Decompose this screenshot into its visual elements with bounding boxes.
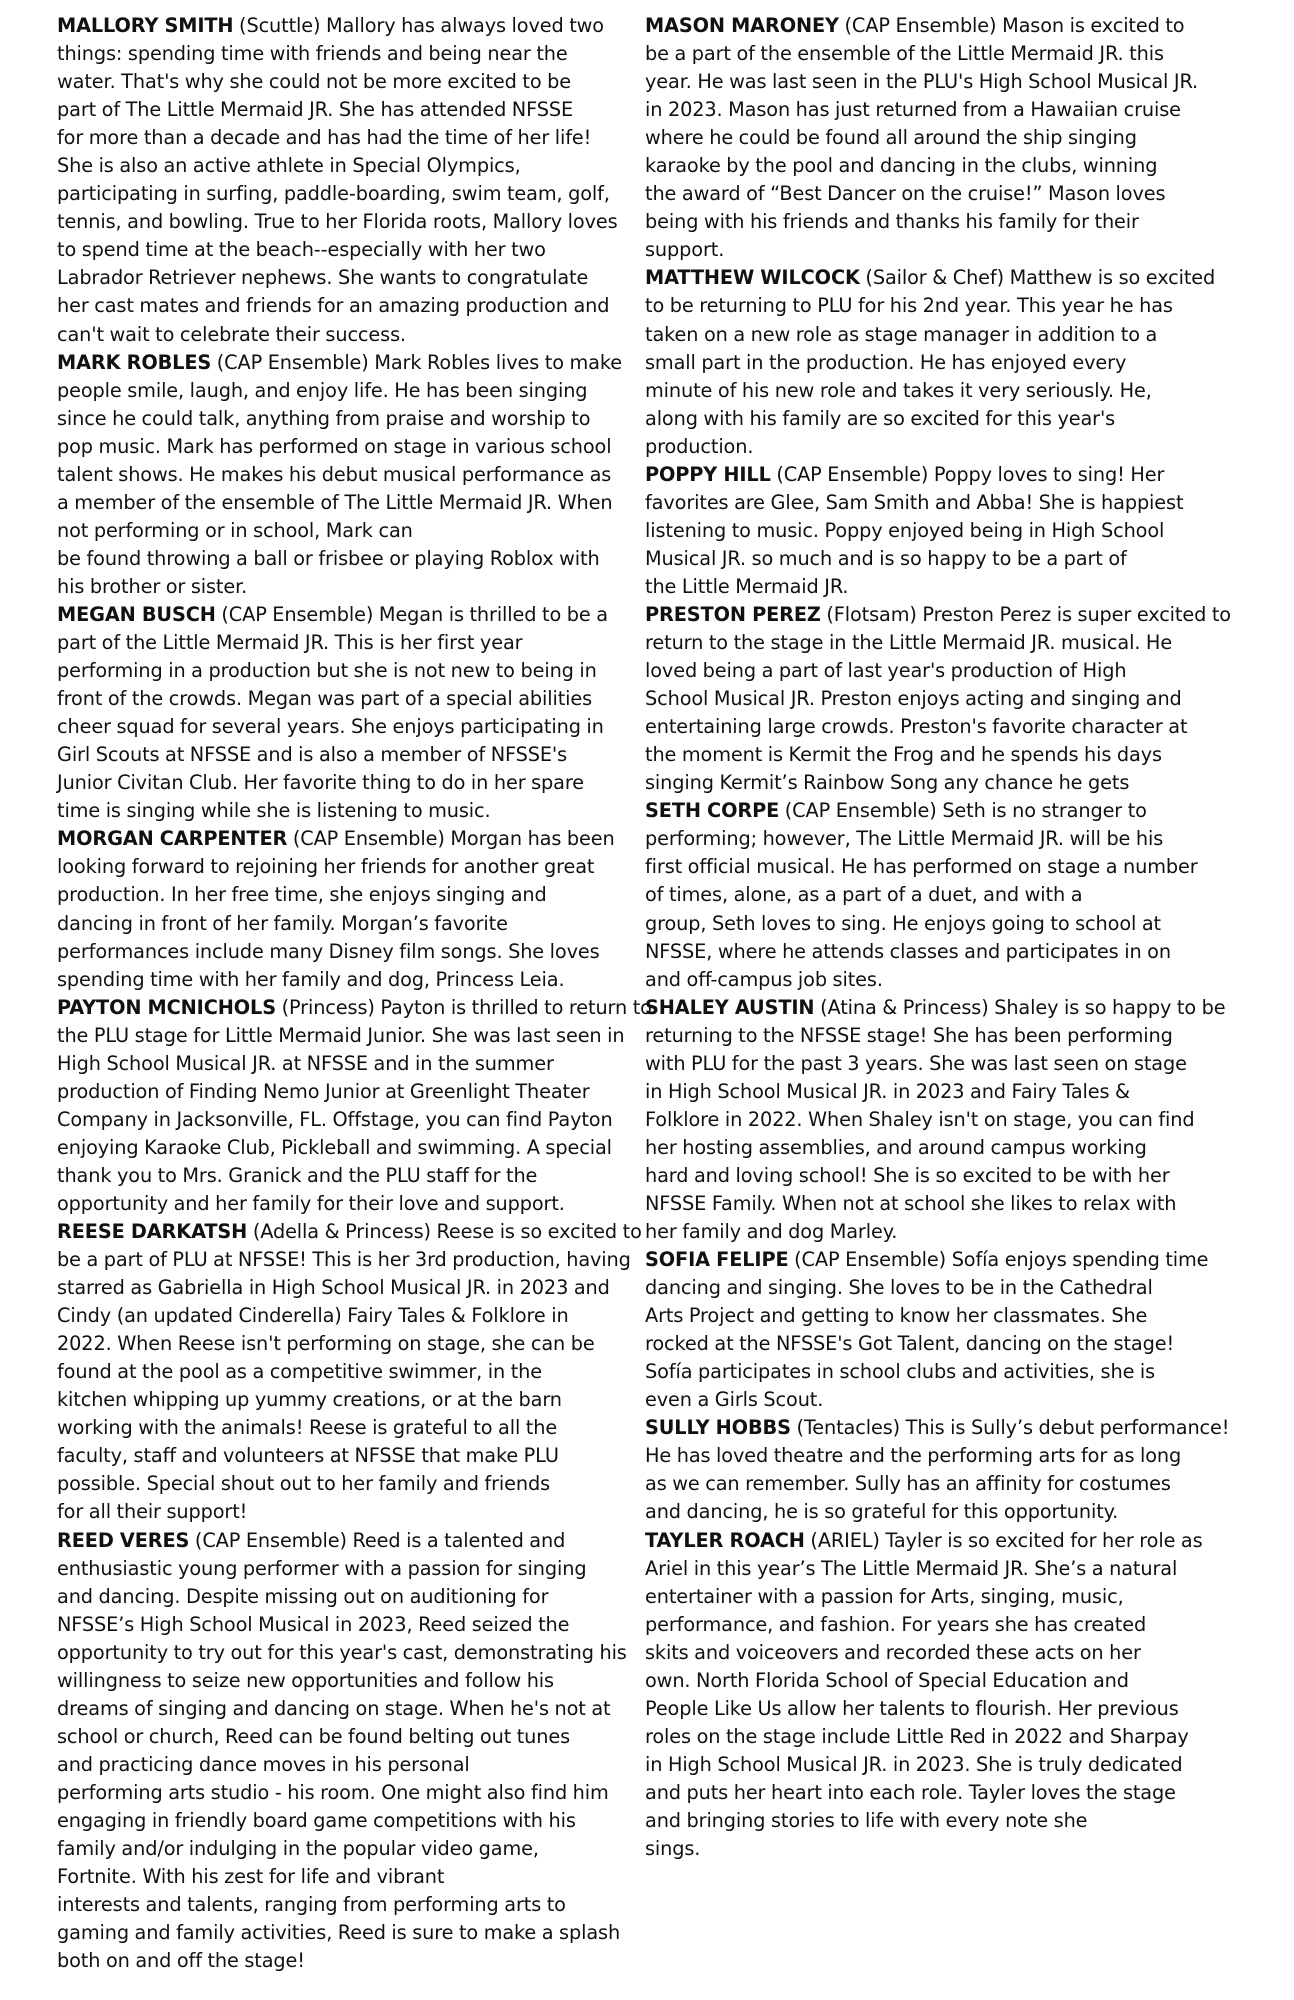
bio-text: Seth is no stranger to — [942, 799, 1147, 823]
bio-text: Preston Perez is super excited to — [922, 602, 1231, 626]
cast-member-role: (CAP Ensemble) — [221, 602, 374, 626]
bio-text: Reed is a talented and — [352, 1528, 566, 1552]
bio-line: of times, alone, as a part of a duet, and with a — [645, 883, 1083, 907]
bio-line: to be returning to PLU for his 2nd year. This year he has — [645, 294, 1173, 318]
bio-text: Reese is so excited to — [436, 1220, 642, 1244]
bio-line: to spend time at the beach--especially with her two — [57, 238, 546, 262]
cast-member-name: PAYTON MCNICHOLS — [57, 995, 276, 1019]
bio-line: tennis, and bowling. True to her Florida roots, Mallory loves — [57, 210, 618, 234]
cast-member-name: SHALEY AUSTIN — [645, 995, 815, 1019]
cast-member-role: (CAP Ensemble) — [292, 827, 445, 851]
bio-line: first official musical. He has performed on stage a number — [645, 855, 1198, 879]
bio-line — [645, 994, 1226, 1022]
bio-line: performance, and fashion. For years she has created — [645, 1612, 1147, 1636]
bio-line: kitchen whipping up yummy creations, or at the barn — [57, 1388, 562, 1412]
bio-line: her hosting assemblies, and around campus working — [645, 1135, 1147, 1159]
bio-line: Labrador Retriever nephews. She wants to congratulate — [57, 266, 589, 290]
bio-line: family and/or indulging in the popular video game, — [57, 1837, 539, 1861]
bio-line: part of The Little Mermaid JR. She has attended NFSSE — [57, 98, 574, 122]
cast-bio — [645, 461, 1217, 601]
bio-line: Junior Civitan Club. Her favorite thing to do in her spare — [57, 771, 584, 795]
bio-line: part of the Little Mermaid JR. This is her first year — [57, 631, 523, 655]
bio-line: as we can remember. Sully has an affinity for costumes — [645, 1472, 1171, 1496]
cast-bio — [57, 1527, 629, 1976]
bio-line: the PLU stage for Little Mermaid Junior. She was last seen in — [57, 1023, 625, 1047]
cast-member-role: (CAP Ensemble) — [794, 1248, 947, 1272]
bio-line: He has loved theatre and the performing arts for as long — [645, 1444, 1182, 1468]
bio-line: taken on a new role as stage manager in addition to a — [645, 322, 1158, 346]
bio-line — [645, 461, 1217, 489]
cast-member-role: (CAP Ensemble) — [216, 350, 369, 374]
bio-line: Fortnite. With his zest for life and vibrant — [57, 1865, 445, 1889]
bio-line: people smile, laugh, and enjoy life. He has been singing — [57, 378, 588, 402]
cast-bio — [57, 601, 629, 825]
bio-line: Cindy (an updated Cinderella) Fairy Tales & Folklore in — [57, 1304, 569, 1328]
cast-bio — [57, 994, 652, 1218]
bio-line: and bringing stories to life with every note she — [645, 1809, 1088, 1832]
bio-line: enthusiastic young performer with a passion for singing — [57, 1556, 587, 1580]
bio-line: and off-campus job sites. — [645, 967, 883, 991]
cast-bio — [645, 994, 1226, 1246]
bio-line: production of Finding Nemo Junior at Greenlight Theater — [57, 1079, 590, 1103]
cast-member-role: (Flotsam) — [826, 602, 917, 626]
bio-line: can't wait to celebrate their success. — [57, 322, 407, 346]
bio-line: roles on the stage include Little Red in 2022 and Sharpay — [645, 1724, 1189, 1748]
bio-line: skits and voiceovers and recorded these acts on her — [645, 1640, 1141, 1664]
cast-bio — [57, 1218, 642, 1527]
cast-bio — [57, 349, 629, 601]
bio-line: dancing in front of her family. Morgan’s favorite — [57, 911, 508, 935]
bio-line: looking forward to rejoining her friends for another great — [57, 855, 595, 879]
bio-line: Arts Project and getting to know her classmates. She — [645, 1304, 1148, 1328]
bio-line: faculty, staff and volunteers at NFSSE that make PLU — [57, 1444, 559, 1468]
bio-text: Shaley is so happy to be — [994, 995, 1226, 1019]
bio-line: own. North Florida School of Special Education and — [645, 1668, 1129, 1692]
cast-member-role: (CAP Ensemble) — [194, 1528, 347, 1552]
bio-line: dreams of singing and dancing on stage. When he's not at — [57, 1696, 611, 1720]
bio-line — [645, 1246, 1217, 1274]
bio-line: rocked at the NFSSE's Got Talent, dancing on the stage! — [645, 1332, 1175, 1356]
bio-line: in 2023. Mason has just returned from a Hawaiian cruise — [645, 98, 1181, 122]
bio-line: Girl Scouts at NFSSE and is also a member of NFSSE's — [57, 743, 568, 767]
bio-line: entertainer with a passion for Arts, singing, music, — [645, 1584, 1124, 1608]
bio-line — [645, 601, 1231, 629]
bio-text: Mallory has always loved two — [326, 14, 604, 37]
cast-bio — [645, 1246, 1217, 1414]
bio-line — [57, 12, 629, 40]
cast-member-role: (Princess) — [281, 995, 375, 1019]
bio-line: willingness to seize new opportunities and follow his — [57, 1668, 554, 1692]
bio-line: be a part of PLU at NFSSE! This is her 3rd production, having — [57, 1248, 631, 1272]
bio-line: the Little Mermaid JR. — [645, 574, 849, 598]
bio-line: and dancing. Despite missing out on auditioning for — [57, 1584, 549, 1608]
cast-bio — [645, 12, 1217, 264]
cast-member-name: TAYLER ROACH — [645, 1528, 805, 1552]
bio-line: returning to the NFSSE stage! She has been performing — [645, 1023, 1173, 1047]
bio-line: thank you to Mrs. Granick and the PLU staff for the — [57, 1163, 538, 1187]
bio-line: support. — [645, 238, 725, 262]
bio-line: opportunity and her family for their love and support. — [57, 1191, 565, 1215]
cast-bio — [645, 1527, 1217, 1864]
bio-line: hard and loving school! She is so excited to be with her — [645, 1163, 1170, 1187]
cast-member-name: SETH CORPE — [645, 799, 780, 823]
bio-line: where he could be found all around the ship singing — [645, 126, 1137, 150]
bio-line: She is also an active athlete in Special Olympics, — [57, 154, 521, 178]
bio-line: things: spending time with friends and being near the — [57, 42, 568, 66]
bio-line: even a Girls Scout. — [645, 1388, 824, 1412]
bio-line: enjoying Karaoke Club, Pickleball and swimming. A special — [57, 1135, 612, 1159]
bio-line: sings. — [645, 1837, 701, 1861]
bio-line: in High School Musical JR. in 2023. She is truly dedicated — [645, 1752, 1183, 1776]
bio-text: Mark Robles lives to make — [374, 350, 622, 374]
bio-line: 2022. When Reese isn't performing on stage, she can be — [57, 1332, 595, 1356]
bio-line: both on and off the stage! — [57, 1949, 305, 1973]
bio-line: possible. Special shout out to her family and friends — [57, 1472, 551, 1496]
bio-line: favorites are Glee, Sam Smith and Abba! She is happiest — [645, 490, 1184, 514]
bio-line: front of the crowds. Megan was part of a special abilities — [57, 687, 593, 711]
bio-text: Morgan has been — [450, 827, 615, 851]
cast-member-name: MORGAN CARPENTER — [57, 827, 288, 851]
bio-line: Folklore in 2022. When Shaley isn't on stage, you can find — [645, 1107, 1195, 1131]
bio-line: be a part of the ensemble of the Little Mermaid JR. this — [645, 42, 1164, 66]
bio-line: with PLU for the past 3 years. She was last seen on stage — [645, 1051, 1187, 1075]
cast-member-role: (Tentacles) — [796, 1416, 901, 1440]
bio-text: Megan is thrilled to be a — [378, 602, 608, 626]
bio-text: Poppy loves to sing! Her — [933, 462, 1165, 486]
bio-line: for more than a decade and has had the time of her life! — [57, 126, 592, 150]
bio-line: NFSSE Family. When not at school she likes to relax with — [645, 1191, 1177, 1215]
bio-line — [645, 797, 1217, 825]
bio-line — [645, 12, 1217, 40]
bio-line: be found throwing a ball or frisbee or playing Roblox with — [57, 546, 600, 570]
bio-line: School Musical JR. Preston enjoys acting and singing and — [645, 687, 1182, 711]
bio-text: Sofía enjoys spending time — [951, 1248, 1209, 1272]
bio-line: a member of the ensemble of The Little Mermaid JR. When — [57, 490, 613, 514]
bio-line: year. He was last seen in the PLU's High School Musical JR. — [645, 70, 1199, 94]
cast-member-role: (CAP Ensemble) — [844, 14, 997, 37]
bio-line: for all their support! — [57, 1500, 248, 1524]
left-column — [57, 12, 652, 1975]
cast-member-name: PRESTON PEREZ — [645, 602, 821, 626]
bio-line: interests and talents, ranging from performing arts to — [57, 1893, 566, 1917]
bio-line: production. — [645, 434, 754, 458]
cast-bio — [57, 12, 629, 349]
bio-line: along with his family are so excited for this year's — [645, 406, 1116, 430]
bio-line: his brother or sister. — [57, 574, 248, 598]
bio-line: spending time with her family and dog, Princess Leia. — [57, 967, 565, 991]
bio-line — [57, 825, 629, 853]
cast-member-name: MARK ROBLES — [57, 350, 212, 374]
bio-line: gaming and family activities, Reed is sure to make a splash — [57, 1921, 621, 1945]
bio-line: in High School Musical JR. in 2023 and Fairy Tales & — [645, 1079, 1130, 1103]
bio-line: dancing and singing. She loves to be in the Cathedral — [645, 1276, 1153, 1300]
bio-line: working with the animals! Reese is grateful to all the — [57, 1416, 558, 1440]
bio-line: not performing or in school, Mark can — [57, 518, 413, 542]
bio-line: the award of “Best Dancer on the cruise!” Mason loves — [645, 182, 1166, 206]
bio-text: Tayler is so excited for her role as — [885, 1528, 1203, 1552]
cast-member-role: (CAP Ensemble) — [776, 462, 929, 486]
bio-line: minute of his new role and takes it very seriously. He, — [645, 378, 1152, 402]
cast-bio — [645, 601, 1231, 797]
bio-line: performances include many Disney film songs. She loves — [57, 939, 600, 963]
bio-line: entertaining large crowds. Preston's favorite character at — [645, 715, 1188, 739]
bio-line: small part in the production. He has enjoyed every — [645, 350, 1127, 374]
bio-line — [57, 1218, 642, 1246]
cast-member-role: (CAP Ensemble) — [784, 799, 937, 823]
cast-member-name: SOFIA FELIPE — [645, 1248, 789, 1272]
cast-member-name: SULLY HOBBS — [645, 1416, 791, 1440]
bio-line: loved being a part of last year's production of High — [645, 659, 1127, 683]
cast-member-role: (Adella & Princess) — [252, 1220, 431, 1244]
bio-line: Company in Jacksonville, FL. Offstage, you can find Payton — [57, 1107, 613, 1131]
bio-line: pop music. Mark has performed on stage in various school — [57, 434, 612, 458]
bio-line: NFSSE, where he attends classes and participates in on — [645, 939, 1171, 963]
bio-line: since he could talk, anything from praise and worship to — [57, 406, 591, 430]
bio-line: production. In her free time, she enjoys singing and — [57, 883, 547, 907]
cast-member-name: MALLORY SMITH — [57, 14, 234, 37]
right-column — [645, 12, 1231, 1863]
cast-member-role: (Sailor & Chef) — [865, 266, 1004, 290]
bio-line: school or church, Reed can be found belting out tunes — [57, 1724, 571, 1748]
bio-line: and puts her heart into each role. Tayler loves the stage — [645, 1780, 1176, 1804]
bio-line: NFSSE’s High School Musical in 2023, Reed seized the — [57, 1612, 570, 1636]
bio-text: Matthew is so excited — [1009, 266, 1216, 290]
bio-line: karaoke by the pool and dancing in the clubs, winning — [645, 154, 1158, 178]
bio-text: This is Sully’s debut performance! — [905, 1416, 1230, 1440]
cast-member-role: (ARIEL) — [810, 1528, 880, 1552]
bio-line — [57, 1527, 629, 1555]
cast-bio — [57, 825, 629, 993]
bio-line — [645, 264, 1217, 292]
bio-line: group, Seth loves to sing. He enjoys going to school at — [645, 911, 1161, 935]
cast-member-role: (Atina & Princess) — [820, 995, 989, 1019]
bio-line: time is singing while she is listening to music. — [57, 799, 491, 823]
bio-line: Musical JR. so much and is so happy to be a part of — [645, 546, 1127, 570]
cast-bio — [645, 797, 1217, 993]
cast-member-name: POPPY HILL — [645, 462, 771, 486]
cast-member-name: MASON MARONEY — [645, 14, 839, 37]
bio-line: Ariel in this year’s The Little Mermaid JR. She’s a natural — [645, 1556, 1178, 1580]
cast-member-name: REED VERES — [57, 1528, 190, 1552]
bio-line: water. That's why she could not be more excited to be — [57, 70, 571, 94]
bio-line: People Like Us allow her talents to flourish. Her previous — [645, 1696, 1179, 1720]
bio-line — [57, 601, 629, 629]
bio-line: the moment is Kermit the Frog and he spends his days — [645, 743, 1162, 767]
bio-line: being with his friends and thanks his family for their — [645, 210, 1139, 234]
bio-line — [57, 994, 652, 1022]
bio-line: listening to music. Poppy enjoyed being in High School — [645, 518, 1165, 542]
bio-text: Payton is thrilled to return to — [380, 995, 652, 1019]
cast-member-role: (Scuttle) — [239, 14, 321, 37]
bio-line: High School Musical JR. at NFSSE and in the summer — [57, 1051, 554, 1075]
cast-member-name: REESE DARKATSH — [57, 1220, 248, 1244]
bio-line: participating in surfing, paddle-boarding, swim team, golf, — [57, 182, 610, 206]
bio-line: and dancing, he is so grateful for this opportunity. — [645, 1500, 1119, 1524]
bio-line: return to the stage in the Little Mermaid JR. musical. He — [645, 631, 1173, 655]
bio-line — [645, 1414, 1230, 1442]
bio-line: Sofía participates in school clubs and activities, she is — [645, 1360, 1156, 1384]
bio-line: starred as Gabriella in High School Musical JR. in 2023 and — [57, 1276, 610, 1300]
bio-line: cheer squad for several years. She enjoys participating in — [57, 715, 604, 739]
bio-line: performing arts studio - his room. One might also find him — [57, 1780, 609, 1804]
bio-line: performing; however, The Little Mermaid JR. will be his — [645, 827, 1164, 851]
cast-bio — [645, 264, 1217, 460]
bio-text: Mason is excited to — [1002, 14, 1185, 37]
bio-line — [57, 349, 629, 377]
bio-line: her family and dog Marley. — [645, 1220, 898, 1244]
bio-line: opportunity to try out for this year's cast, demonstrating his — [57, 1640, 627, 1664]
bio-line: her cast mates and friends for an amazing production and — [57, 294, 610, 318]
bio-line: performing in a production but she is not new to being in — [57, 659, 597, 683]
cast-bio — [645, 1414, 1230, 1526]
cast-member-name: MEGAN BUSCH — [57, 602, 216, 626]
bio-line — [645, 1527, 1217, 1555]
cast-member-name: MATTHEW WILCOCK — [645, 266, 860, 290]
bio-line: engaging in friendly board game competitions with his — [57, 1809, 576, 1832]
bio-line: singing Kermit’s Rainbow Song any chance he gets — [645, 771, 1130, 795]
bio-line: found at the pool as a competitive swimmer, in the — [57, 1360, 542, 1384]
bio-line: talent shows. He makes his debut musical performance as — [57, 462, 612, 486]
bio-line: and practicing dance moves in his personal — [57, 1752, 470, 1776]
